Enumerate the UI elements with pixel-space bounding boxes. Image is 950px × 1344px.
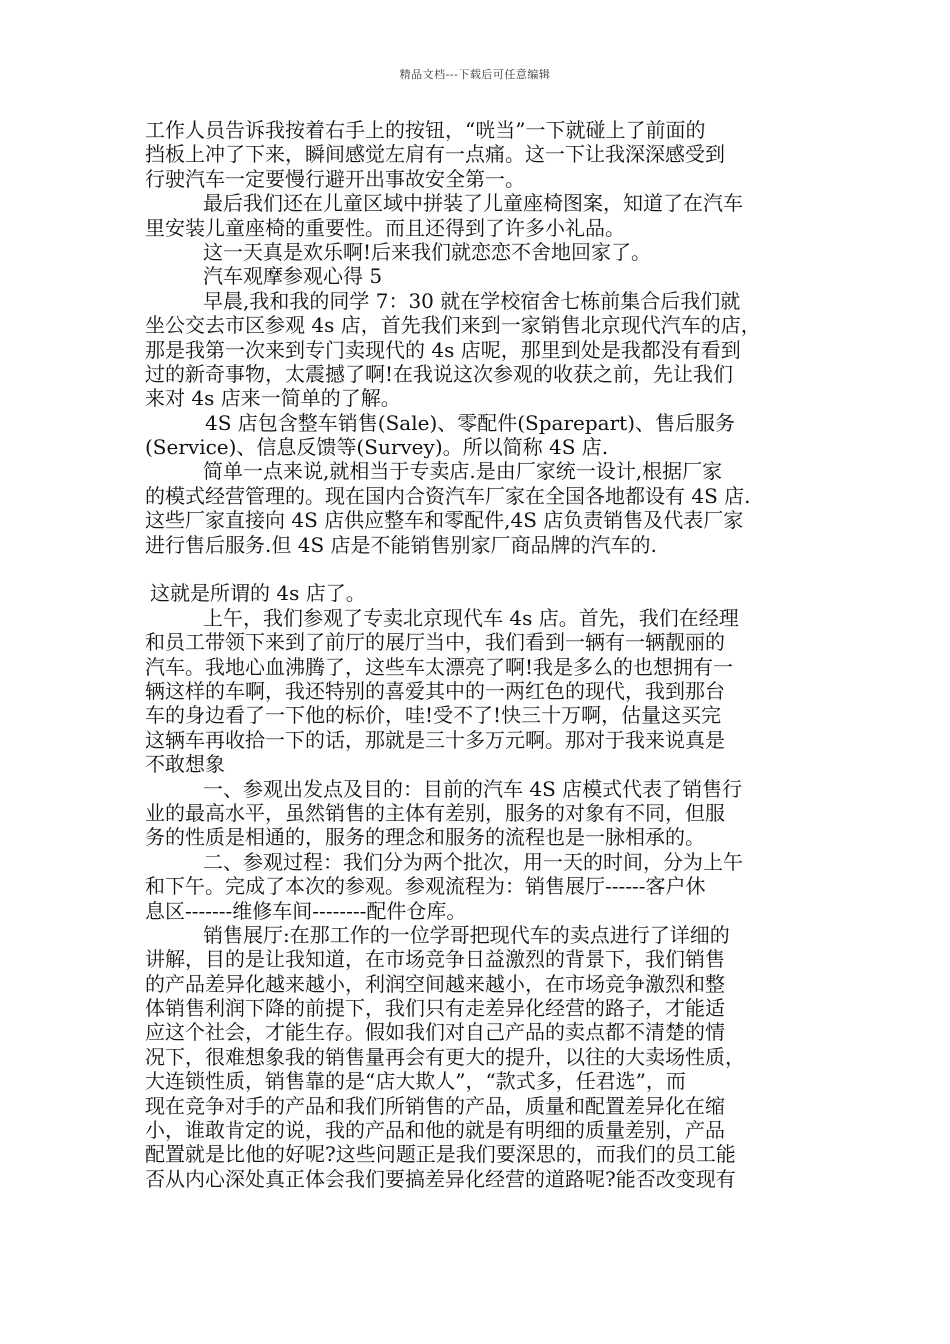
text-line: 销售展厅:在那工作的一位学哥把现代车的卖点进行了详细的 bbox=[203, 922, 730, 947]
text-line: 体销售利润下降的前提下，我们只有走差异化经营的路子，才能适 bbox=[145, 996, 725, 1021]
text-line: 小，谁敢肯定的说，我的产品和他的就是有明细的质量差别，产品 bbox=[145, 1118, 725, 1143]
blank-line bbox=[145, 557, 810, 581]
text-line: 息区-------维修车间--------配件仓库。 bbox=[145, 898, 467, 923]
text-line: 和下午。完成了本次的参观。参观流程为：销售展厅------客户休 bbox=[145, 874, 706, 899]
text-line: 简单一点来说,就相当于专卖店.是由厂家统一设计,根据厂家 bbox=[203, 459, 723, 484]
text-line: 这一天真是欢乐啊!后来我们就恋恋不舍地回家了。 bbox=[203, 239, 652, 264]
text-line: 汽车。我地心血沸腾了，这些车太漂亮了啊!我是多么的也想拥有一 bbox=[145, 654, 734, 679]
text-line: 否从内心深处真正体会我们要搞差异化经营的道路呢?能否改变现有 bbox=[145, 1166, 736, 1191]
page-header: 精品文档---下载后可任意编辑 bbox=[399, 68, 551, 81]
text-line: 过的新奇事物，太震撼了啊!在我说这次参观的收获之前，先让我们 bbox=[145, 361, 734, 386]
text-line: 最后我们还在儿童区域中拼装了儿童座椅图案，知道了在汽车 bbox=[203, 191, 743, 216]
text-line: 那是我第一次来到专门卖现代的 4s 店呢，那里到处是我都没有看到 bbox=[145, 337, 741, 362]
text-line: 坐公交去市区参观 4s 店，首先我们来到一家销售北京现代汽车的店， bbox=[145, 313, 761, 338]
text-line: 务的性质是相通的，服务的理念和服务的流程也是一脉相承的。 bbox=[145, 825, 705, 850]
text-line: 况下，很难想象我的销售量再会有更大的提升，以往的大卖场性质， bbox=[145, 1044, 745, 1069]
text-line: 一、参观出发点及目的：目前的汽车 4S 店模式代表了销售行 bbox=[203, 776, 743, 801]
text-line: 这就是所谓的 4s 店了。 bbox=[150, 581, 366, 606]
text-line: 这些厂家直接向 4S 店供应整车和零配件,4S 店负责销售及代表厂家 bbox=[145, 508, 744, 533]
text-line: 大连锁性质，销售靠的是“店大欺人”，“款式多，任君选”，而 bbox=[145, 1069, 686, 1094]
text-line: 不敢想象 bbox=[145, 752, 225, 777]
text-line: 4S 店包含整车销售(Sale)、零配件(Sparepart)、售后服务 bbox=[205, 410, 735, 435]
text-line: 和员工带领下来到了前厅的展厅当中，我们看到一辆有一辆靓丽的 bbox=[145, 630, 725, 655]
text-line: 配置就是比他的好呢?这些问题正是我们要深思的，而我们的员工能 bbox=[145, 1142, 736, 1167]
text-line: 汽车观摩参观心得 5 bbox=[203, 264, 383, 289]
text-line: 辆这样的车啊，我还特别的喜爱其中的一两红色的现代，我到那台 bbox=[145, 678, 725, 703]
text-line: 进行售后服务.但 4S 店是不能销售别家厂商品牌的汽车的. bbox=[145, 532, 657, 557]
text-line: 讲解，目的是让我知道，在市场竞争日益激烈的背景下，我们销售 bbox=[145, 947, 725, 972]
text-line: 上午，我们参观了专卖北京现代车 4s 店。首先，我们在经理 bbox=[203, 605, 739, 630]
text-line: 早晨,我和我的同学 7：30 就在学校宿舍七栋前集合后我们就 bbox=[203, 288, 741, 313]
text-line: 的产品差异化越来越小，利润空间越来越小，在市场竞争激烈和整 bbox=[145, 971, 725, 996]
text-line: 来对 4s 店来一简单的了解。 bbox=[145, 386, 401, 411]
text-line: (Service)、信息反馈等(Survey)。所以简称 4S 店. bbox=[145, 435, 609, 460]
text-line: 行驶汽车一定要慢行避开出事故安全第一。 bbox=[145, 166, 525, 191]
document-body bbox=[145, 118, 810, 1191]
text-line: 工作人员告诉我按着右手上的按钮，“咣当”一下就碰上了前面的 bbox=[145, 118, 706, 142]
text-line: 业的最高水平，虽然销售的主体有差别，服务的对象有不同，但服 bbox=[145, 800, 725, 825]
text-line: 这辆车再收拾一下的话，那就是三十多万元啊。那对于我来说真是 bbox=[145, 727, 725, 752]
text-line: 挡板上冲了下来，瞬间感觉左肩有一点痛。这一下让我深深感受到 bbox=[145, 142, 725, 167]
text-line: 里安装儿童座椅的重要性。而且还得到了许多小礼品。 bbox=[145, 215, 625, 240]
text-line: 应这个社会，才能生存。假如我们对自己产品的卖点都不清楚的情 bbox=[145, 1020, 725, 1045]
text-line: 的模式经营管理的。现在国内合资汽车厂家在全国各地都设有 4S 店. bbox=[145, 483, 751, 508]
text-line: 现在竞争对手的产品和我们所销售的产品，质量和配置差异化在缩 bbox=[145, 1093, 725, 1118]
text-line: 车的身边看了一下他的标价，哇!受不了!快三十万啊，估量这买完 bbox=[145, 703, 722, 728]
text-line: 二、参观过程：我们分为两个批次，用一天的时间，分为上午 bbox=[203, 849, 743, 874]
